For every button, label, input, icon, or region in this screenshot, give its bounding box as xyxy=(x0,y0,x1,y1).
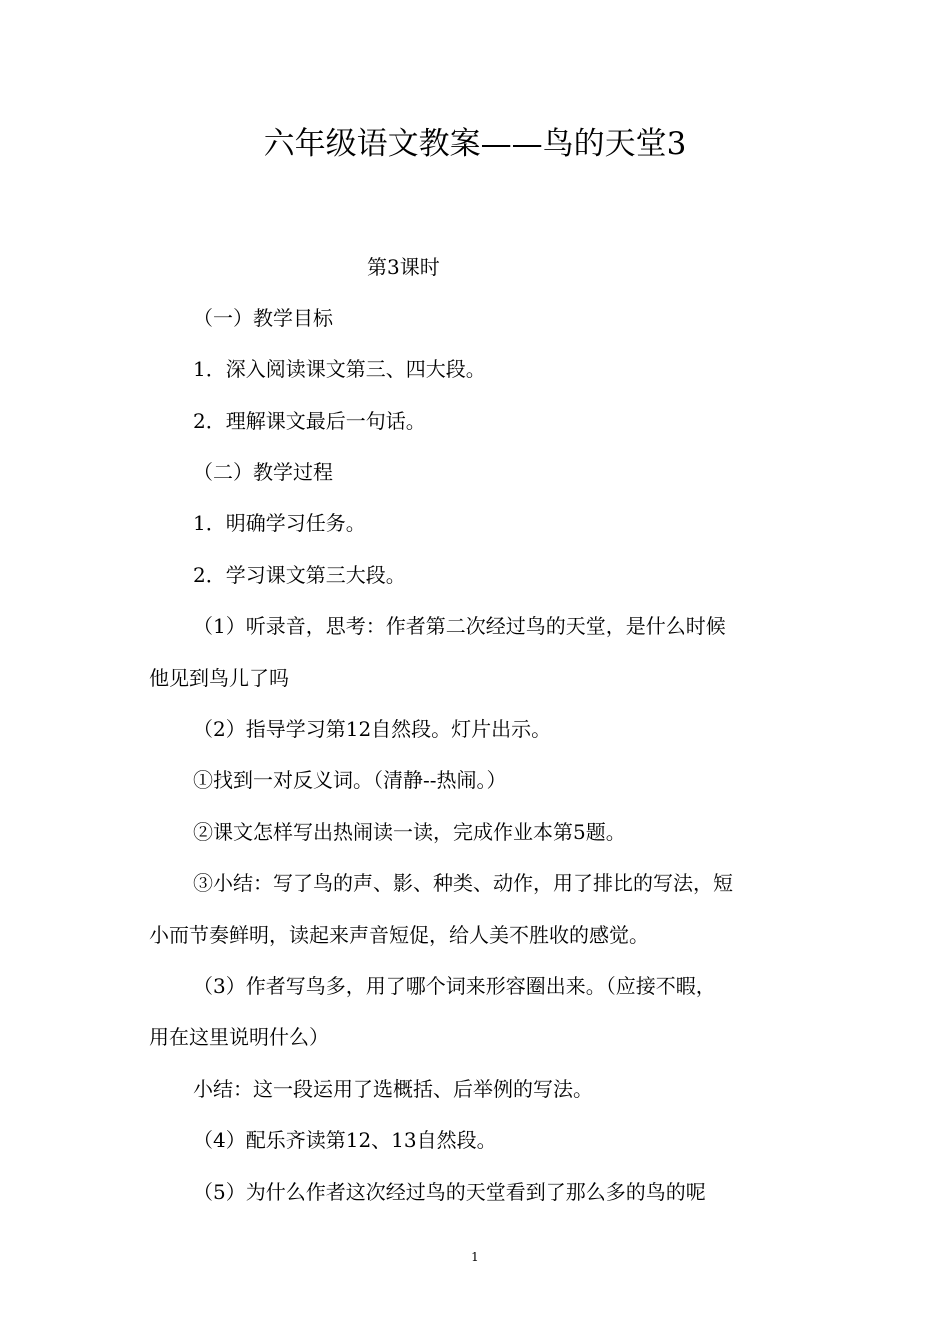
paragraph-line: 2．理解课文最后一句话。 xyxy=(193,409,426,433)
paragraph-line: （1）听录音，思考：作者第二次经过鸟的天堂，是什么时候 xyxy=(193,614,726,638)
paragraph-line: （4）配乐齐读第12、13自然段。 xyxy=(193,1128,497,1152)
document-title: 六年级语文教案——鸟的天堂3 xyxy=(263,126,687,162)
paragraph-line: ②课文怎样写出热闹读一读，完成作业本第5题。 xyxy=(193,820,626,844)
page-number: 1 xyxy=(471,1250,479,1264)
paragraph-line: （5）为什么作者这次经过鸟的天堂看到了那么多的鸟的呢 xyxy=(193,1180,706,1204)
section-heading-process: （二）教学过程 xyxy=(193,460,333,484)
paragraph-line: 小结：这一段运用了选概括、后举例的写法。 xyxy=(193,1077,593,1101)
paragraph-line: （3）作者写鸟多，用了哪个词来形容圈出来。（应接不暇， xyxy=(193,974,716,998)
paragraph-line: ③小结：写了鸟的声、影、种类、动作，用了排比的写法，短 xyxy=(193,871,733,895)
section-heading-objectives: （一）教学目标 xyxy=(193,306,333,330)
paragraph-line: 小而节奏鲜明，读起来声音短促，给人美不胜收的感觉。 xyxy=(149,923,649,947)
paragraph-line: ①找到一对反义词。（清静--热闹。） xyxy=(193,768,507,792)
paragraph-line: 用在这里说明什么） xyxy=(149,1025,329,1049)
paragraph-line: 2．学习课文第三大段。 xyxy=(193,563,406,587)
paragraph-line: 1．明确学习任务。 xyxy=(193,511,366,535)
paragraph-line: （2）指导学习第12自然段。灯片出示。 xyxy=(193,717,552,741)
paragraph-line: 1．深入阅读课文第三、四大段。 xyxy=(193,357,486,381)
lesson-heading: 第3课时 xyxy=(367,255,440,279)
paragraph-line: 他见到鸟儿了吗 xyxy=(149,666,289,690)
